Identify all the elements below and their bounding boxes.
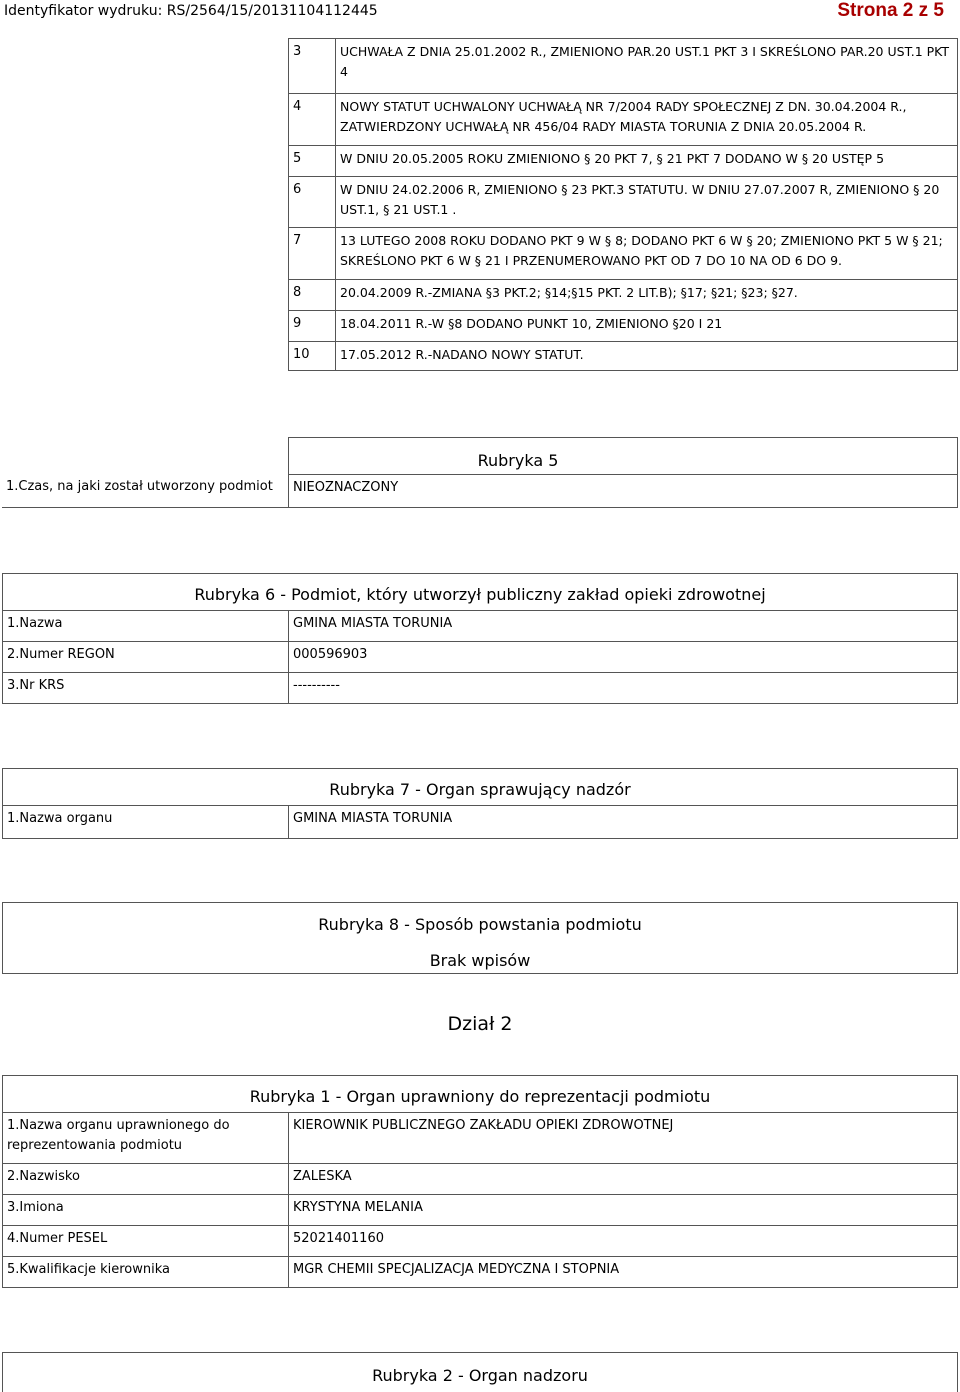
change-row-no: 5 [288,145,336,177]
rubryka-1-value: MGR CHEMII SPECJALIZACJA MEDYCZNA I STOPNIA [288,1256,958,1288]
change-row-no: 7 [288,227,336,280]
change-row-no: 4 [288,93,336,146]
change-row-no: 3 [288,38,336,94]
rubryka-1-value: ZALESKA [288,1163,958,1195]
rubryka-6-title: Rubryka 6 - Podmiot, który utworzył publiczny zakład opieki zdrowotnej [194,585,766,604]
rubryka-5-value: NIEOZNACZONY [288,474,958,508]
rubryka-6-label: 1.Nazwa [2,610,289,642]
rubryka-6-value: ---------- [288,672,958,704]
rubryka-6-value: GMINA MIASTA TORUNIA [288,610,958,642]
rubryka-1-label: 2.Nazwisko [2,1163,289,1195]
rubryka-8-title: Rubryka 8 - Sposób powstania podmiotu [318,915,642,934]
change-row-no: 6 [288,176,336,228]
rubryka-7-label: 1.Nazwa organu [2,805,289,839]
print-identifier: Identyfikator wydruku: RS/2564/15/20131104112445 [4,3,378,19]
rubryka-5-title: Rubryka 5 [477,451,559,470]
change-row-no: 10 [288,341,336,371]
change-row-text: 20.04.2009 R.-ZMIANA §3 PKT.2; §14;§15 PKT. 2 LIT.B); §17; §21; §23; §27. [335,279,958,311]
change-row-text: 13 LUTEGO 2008 ROKU DODANO PKT 9 W § 8; DODANO PKT 6 W § 20; ZMIENIONO PKT 5 W § 21; SKREŚLONO PKT 6 W § 21 I PRZENUMEROWANO PKT OD 7 DO 10 NA OD 6 DO 9. [335,227,958,280]
rubryka-1-label: 5.Kwalifikacje kierownika [2,1256,289,1288]
change-row-text: 17.05.2012 R.-NADANO NOWY STATUT. [335,341,958,371]
no-entries-label: Brak wpisów [429,951,531,970]
rubryka-1-label: 4.Numer PESEL [2,1225,289,1257]
change-row-text: NOWY STATUT UCHWALONY UCHWAŁĄ NR 7/2004 RADY SPOŁECZNEJ Z DN. 30.04.2004 R., ZATWIERDZONY UCHWAŁĄ NR 456/04 RADY MIASTA TORUNIA Z DNIA 20.05.2004 R. [335,93,958,146]
change-row-no: 9 [288,310,336,342]
rubryka-1-value: KRYSTYNA MELANIA [288,1194,958,1226]
change-row-text: UCHWAŁA Z DNIA 25.01.2002 R., ZMIENIONO PAR.20 UST.1 PKT 3 I SKREŚLONO PAR.20 UST.1 PKT 4 [335,38,958,94]
rubryka-1-title: Rubryka 1 - Organ uprawniony do reprezentacji podmiotu [249,1087,711,1106]
rubryka-7-value: GMINA MIASTA TORUNIA [288,805,958,839]
rubryka-6-label: 2.Numer REGON [2,641,289,673]
rubryka-1-label: 1.Nazwa organu uprawnionego do reprezentowania podmiotu [2,1112,289,1164]
page-number: Strona 2 z 5 [837,0,944,21]
change-row-no: 8 [288,279,336,311]
change-row-text: 18.04.2011 R.-W §8 DODANO PUNKT 10, ZMIENIONO §20 I 21 [335,310,958,342]
change-row-text: W DNIU 20.05.2005 ROKU ZMIENIONO § 20 PKT 7, § 21 PKT 7 DODANO W § 20 USTĘP 5 [335,145,958,177]
rubryka-5-label: 1.Czas, na jaki został utworzony podmiot [2,474,289,508]
rubryka-1-label: 3.Imiona [2,1194,289,1226]
rubryka-6-value: 000596903 [288,641,958,673]
rubryka-7-title: Rubryka 7 - Organ sprawujący nadzór [329,780,631,799]
rubryka-2-title: Rubryka 2 - Organ nadzoru [372,1366,588,1385]
rubryka-1-value: 52021401160 [288,1225,958,1257]
rubryka-6-label: 3.Nr KRS [2,672,289,704]
change-row-text: W DNIU 24.02.2006 R, ZMIENIONO § 23 PKT.3 STATUTU. W DNIU 27.07.2007 R, ZMIENIONO § 20 UST.1, § 21 UST.1 . [335,176,958,228]
rubryka-1-value: KIEROWNIK PUBLICZNEGO ZAKŁADU OPIEKI ZDROWOTNEJ [288,1112,958,1164]
section-heading-dzial-2: Dział 2 [447,1013,513,1035]
